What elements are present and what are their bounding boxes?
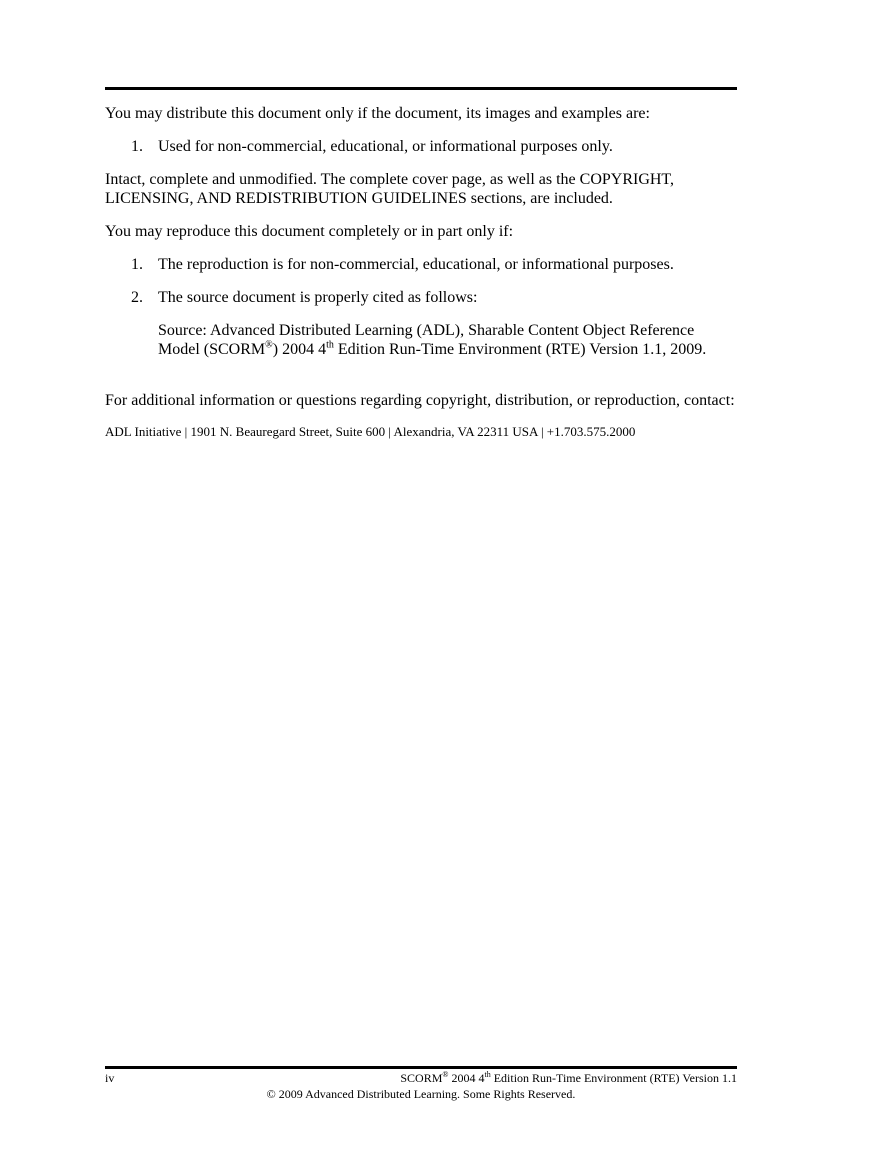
- citation-text: Source: Advanced Distributed Learning (ADL), Sharable Content Object Reference Model (SCORM: [158, 322, 695, 358]
- spacer: [105, 359, 745, 391]
- reproduce-intro: You may reproduce this document completely or in part only if:: [105, 223, 514, 240]
- distribute-list-item: [105, 137, 745, 156]
- list-number: 2.: [131, 289, 143, 306]
- intact-paragraph: Intact, complete and unmodified. The complete cover page, as well as the COPYRIGHT, LICENSING, AND REDISTRIBUTION GUIDELINES sections, are included.: [105, 171, 675, 207]
- ordinal-suffix: th: [484, 1070, 491, 1079]
- list-item-text: The reproduction is for non-commercial, educational, or informational purposes.: [158, 256, 674, 273]
- list-item-text: The source document is properly cited as follows:: [158, 289, 478, 306]
- registered-mark: ®: [265, 339, 273, 351]
- footer-title-text: Edition Run-Time Environment (RTE) Version 1.1: [490, 1071, 737, 1085]
- contact-details: ADL Initiative | 1901 N. Beauregard Street, Suite 600 | Alexandria, VA 22311 USA | +1.703.575.2000: [105, 424, 636, 439]
- page-number: iv: [105, 1071, 115, 1085]
- distribute-intro: You may distribute this document only if the document, its images and examples are:: [105, 105, 650, 122]
- registered-mark: ®: [442, 1070, 449, 1079]
- list-number: 1.: [131, 256, 143, 273]
- header-rule: [105, 87, 737, 90]
- citation-text: ) 2004 4: [272, 341, 327, 358]
- list-number: 1.: [131, 138, 143, 155]
- footer-document-title: [400, 1070, 737, 1086]
- list-item-text: Used for non-commercial, educational, or informational purposes only.: [158, 138, 613, 155]
- citation-block: [105, 321, 718, 359]
- footer-copyright: © 2009 Advanced Distributed Learning. Some Rights Reserved.: [266, 1087, 576, 1101]
- contact-intro: For additional information or questions regarding copyright, distribution, or reproduction, contact:: [105, 392, 735, 409]
- footer-rule: [105, 1066, 737, 1069]
- footer-title-text: 2004 4: [448, 1071, 485, 1085]
- reproduce-list-item: [105, 255, 745, 274]
- reproduce-list-item: [105, 288, 745, 307]
- document-body: [105, 104, 745, 440]
- ordinal-suffix: th: [326, 339, 334, 351]
- footer-title-text: SCORM: [400, 1071, 443, 1085]
- citation-text: Edition Run-Time Environment (RTE) Version 1.1, 2009.: [333, 341, 707, 358]
